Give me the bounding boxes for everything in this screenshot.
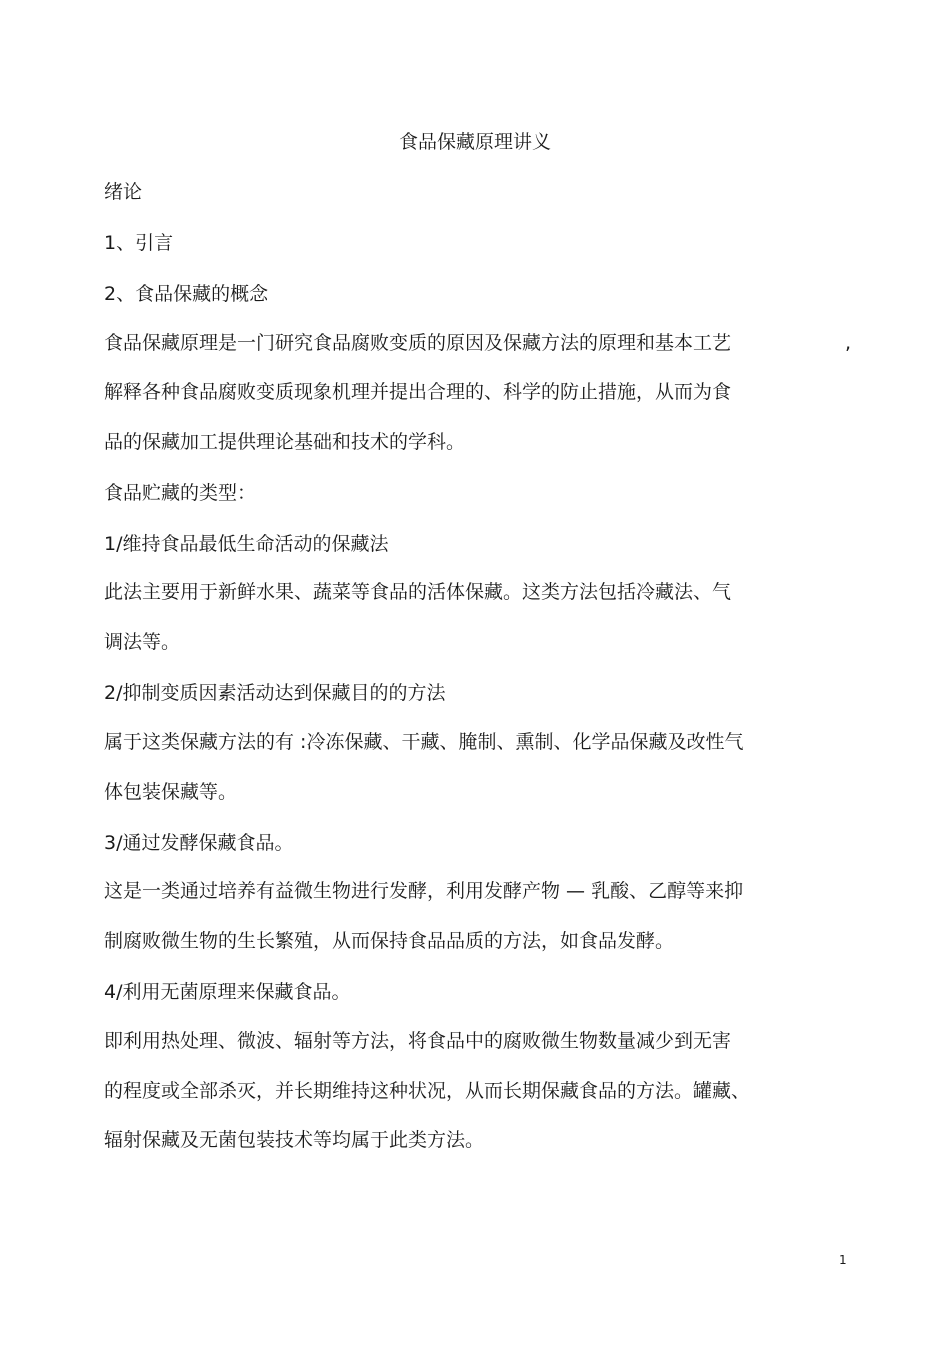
list-item-heading-4: 4/利用无菌原理来保藏食品。 — [104, 981, 351, 1003]
paragraph-line: 即利用热处理、微波、辐射等方法，将食品中的腐败微生物数量减少到无害 — [104, 1030, 732, 1052]
paragraph-line: 辐射保藏及无菌包装技术等均属于此类方法。 — [104, 1129, 485, 1151]
document-title: 食品保藏原理讲义 — [398, 131, 551, 153]
list-item-heading-2: 2/抑制变质因素活动达到保藏目的的方法 — [104, 682, 446, 704]
trailing-comma: , — [845, 332, 852, 354]
list-item-heading-1: 1/维持食品最低生命活动的保藏法 — [104, 533, 389, 555]
paragraph-line: 体包装保藏等。 — [104, 781, 238, 803]
heading-introduction: 绪论 — [104, 181, 143, 203]
subheading-types: 食品贮藏的类型： — [104, 482, 257, 504]
paragraph-line: 这是一类通过培养有益微生物进行发酵，利用发酵产物 — 乳酸、乙醇等来抑 — [104, 880, 744, 902]
list-item-heading-3: 3/通过发酵保藏食品。 — [104, 832, 294, 854]
paragraph-line: 品的保藏加工提供理论基础和技术的学科。 — [104, 431, 466, 453]
paragraph-line: 的程度或全部杀灭，并长期维持这种状况，从而长期保藏食品的方法。罐藏、 — [104, 1080, 751, 1102]
paragraph-line: 调法等。 — [104, 631, 181, 653]
paragraph-line: 属于这类保藏方法的有 :冷冻保藏、干藏、腌制、熏制、化学品保藏及改性气 — [104, 731, 744, 753]
paragraph-line: 解释各种食品腐败变质现象机理并提出合理的、科学的防止措施，从而为食 — [104, 381, 732, 403]
paragraph-line: 食品保藏原理是一门研究食品腐败变质的原因及保藏方法的原理和基本工艺 — [104, 332, 732, 354]
page-number: 1 — [839, 1253, 847, 1267]
section-heading-1: 1、引言 — [104, 232, 174, 254]
paragraph-line: 制腐败微生物的生长繁殖，从而保持食品品质的方法，如食品发酵。 — [104, 930, 675, 952]
paragraph-line: 此法主要用于新鲜水果、蔬菜等食品的活体保藏。这类方法包括冷藏法、气 — [104, 581, 732, 603]
section-heading-2: 2、食品保藏的概念 — [104, 283, 269, 305]
